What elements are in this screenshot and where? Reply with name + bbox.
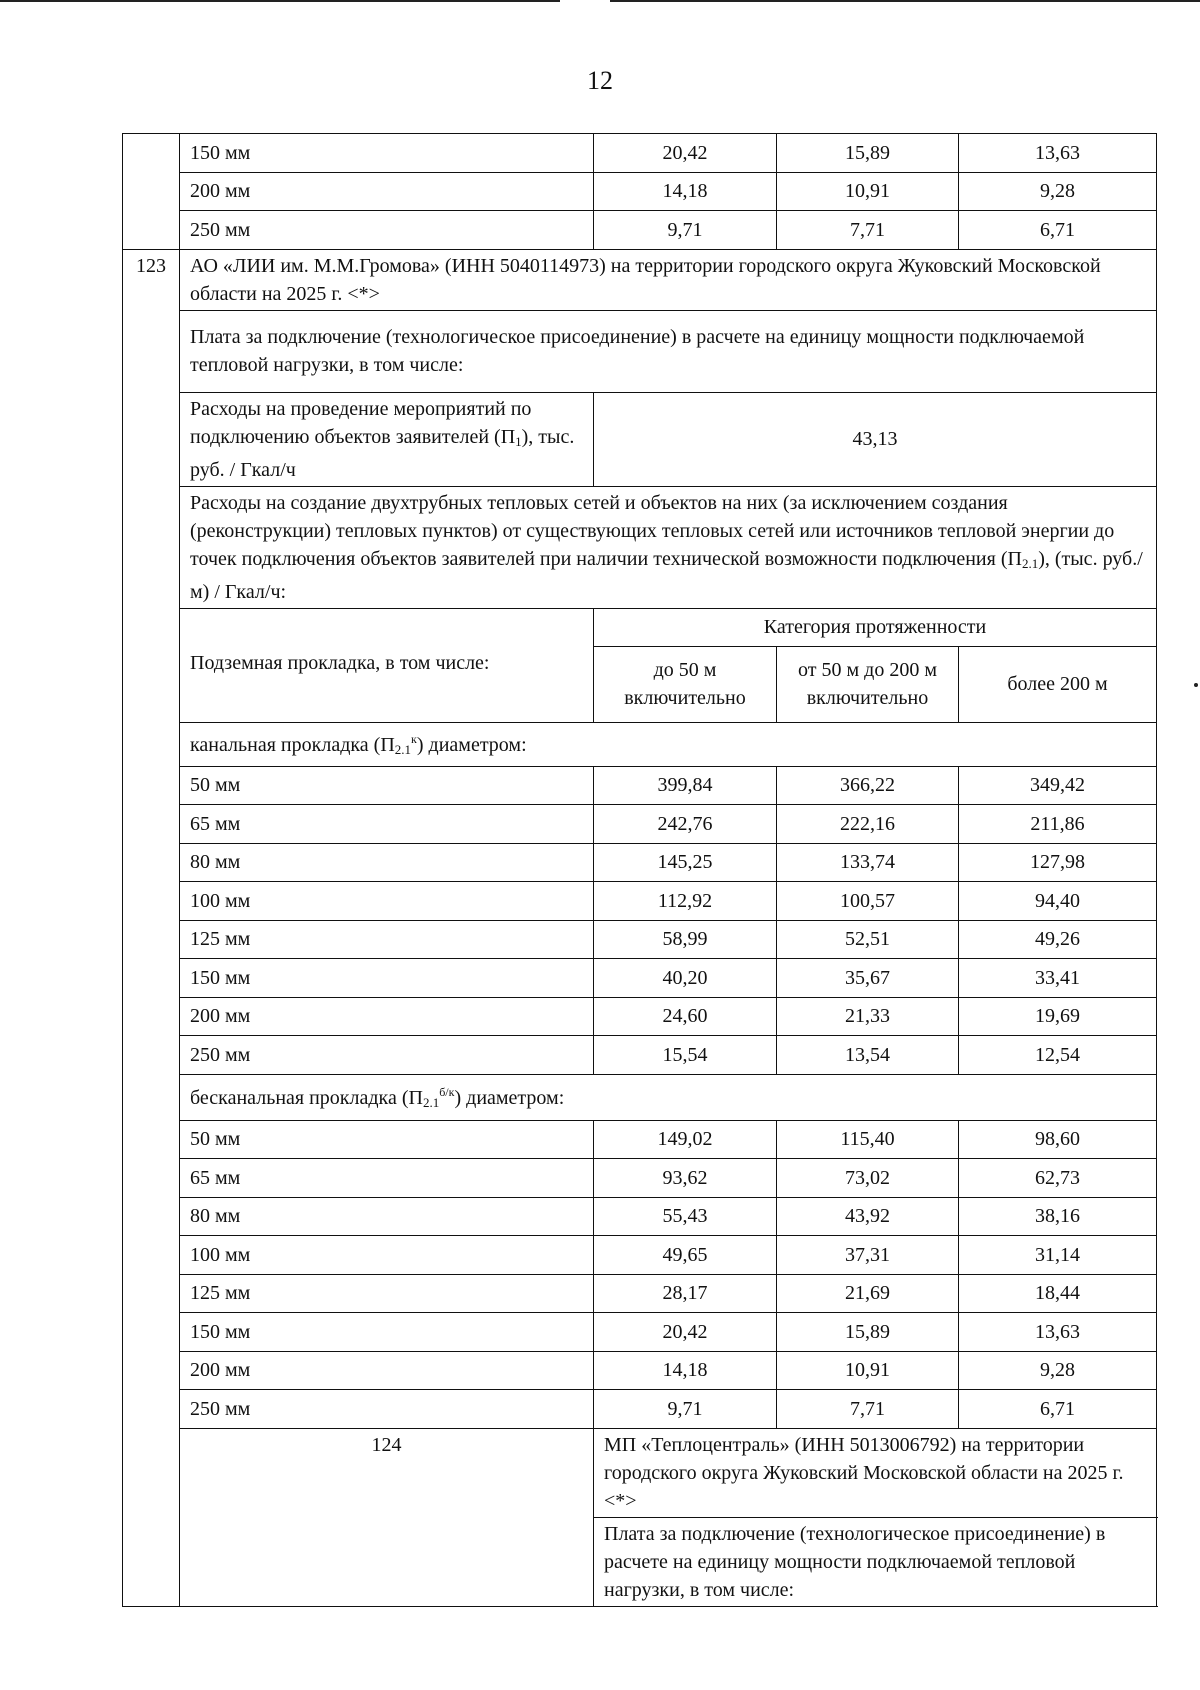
entry-title: МП «Теплоцентраль» (ИНН 5013006792) на территории городского округа Жуковский Московской области на 2025 г. <*>: [594, 1428, 1157, 1517]
table-row: [123, 843, 1157, 882]
table-row: [123, 997, 1157, 1036]
size-cell: 150 мм: [180, 959, 594, 998]
table-row: [123, 959, 1157, 998]
value-cell: 127,98: [959, 843, 1157, 882]
p1-row: [123, 392, 1157, 486]
value-cell: 145,25: [594, 843, 777, 882]
index-cell-empty: [123, 134, 180, 250]
category-header: Категория протяженности: [594, 608, 1157, 646]
entry-title-row: [123, 249, 1157, 310]
value-cell: 7,71: [777, 1390, 959, 1429]
table-row: [123, 882, 1157, 921]
table-row: [123, 1120, 1157, 1159]
margin-dot: [1194, 683, 1198, 687]
table-row: [123, 766, 1157, 805]
table-row: [123, 1197, 1157, 1236]
table-row: [123, 805, 1157, 844]
value-cell: 58,99: [594, 920, 777, 959]
value-cell: 9,28: [959, 1351, 1157, 1390]
value-cell: 43,92: [777, 1197, 959, 1236]
table-row: [123, 1274, 1157, 1313]
value-cell: 10,91: [777, 1351, 959, 1390]
size-cell: 100 мм: [180, 1236, 594, 1275]
entry-index: 124: [180, 1428, 594, 1606]
table-row: [123, 1159, 1157, 1198]
value-cell: 40,20: [594, 959, 777, 998]
size-cell: 150 мм: [180, 134, 594, 173]
channelless-label-row: [123, 1074, 1157, 1120]
value-cell: 19,69: [959, 997, 1157, 1036]
value-cell: 24,60: [594, 997, 777, 1036]
col-header-upto-50: до 50 м включительно: [594, 646, 777, 722]
col-header-50-200: от 50 м до 200 м включительно: [777, 646, 959, 722]
table-row: [123, 172, 1157, 211]
size-cell: 125 мм: [180, 1274, 594, 1313]
table-row: [123, 920, 1157, 959]
table-row: [123, 134, 1157, 173]
value-cell: 21,33: [777, 997, 959, 1036]
value-cell: 93,62: [594, 1159, 777, 1198]
value-cell: 115,40: [777, 1120, 959, 1159]
table-row: [123, 1036, 1157, 1075]
size-cell: 200 мм: [180, 1351, 594, 1390]
value-cell: 6,71: [959, 1390, 1157, 1429]
value-cell: 21,69: [777, 1274, 959, 1313]
p1-value: 43,13: [594, 392, 1157, 486]
value-cell: 133,74: [777, 843, 959, 882]
value-cell: 55,43: [594, 1197, 777, 1236]
value-cell: 9,71: [594, 1390, 777, 1429]
value-cell: 14,18: [594, 1351, 777, 1390]
value-cell: 149,02: [594, 1120, 777, 1159]
value-cell: 49,26: [959, 920, 1157, 959]
value-cell: 12,54: [959, 1036, 1157, 1075]
size-cell: 125 мм: [180, 920, 594, 959]
value-cell: 222,16: [777, 805, 959, 844]
fee-text: Плата за подключение (технологическое присоединение) в расчете на единицу мощности подключаемой тепловой нагрузки, в том числе:: [594, 1517, 1157, 1606]
value-cell: 62,73: [959, 1159, 1157, 1198]
value-cell: 31,14: [959, 1236, 1157, 1275]
tariff-table: [122, 133, 1157, 1607]
top-border-right: [610, 0, 1200, 2]
top-border-left: [0, 0, 560, 2]
value-cell: 13,63: [959, 134, 1157, 173]
value-cell: 37,31: [777, 1236, 959, 1275]
size-cell: 250 мм: [180, 1390, 594, 1429]
table-row: [123, 1351, 1157, 1390]
value-cell: 7,71: [777, 211, 959, 250]
value-cell: 94,40: [959, 882, 1157, 921]
value-cell: 18,44: [959, 1274, 1157, 1313]
size-cell: 80 мм: [180, 843, 594, 882]
value-cell: 366,22: [777, 766, 959, 805]
value-cell: 28,17: [594, 1274, 777, 1313]
fee-row: [123, 310, 1157, 392]
size-cell: 65 мм: [180, 805, 594, 844]
value-cell: 20,42: [594, 1313, 777, 1352]
size-cell: 250 мм: [180, 211, 594, 250]
size-cell: 250 мм: [180, 1036, 594, 1075]
size-cell: 50 мм: [180, 1120, 594, 1159]
value-cell: 15,89: [777, 134, 959, 173]
size-cell: 200 мм: [180, 997, 594, 1036]
entry-index: 123: [123, 249, 180, 1606]
value-cell: 112,92: [594, 882, 777, 921]
value-cell: 9,71: [594, 211, 777, 250]
value-cell: 242,76: [594, 805, 777, 844]
entry-title: АО «ЛИИ им. М.М.Громова» (ИНН 5040114973) на территории городского округа Жуковский Московской области на 2025 г. <*>: [180, 249, 1157, 310]
table-row: [123, 1236, 1157, 1275]
channelless-label: бесканальная прокладка $(П_{2.1}^{б/к})$ диаметром:: [180, 1074, 1157, 1120]
size-cell: 65 мм: [180, 1159, 594, 1198]
channel-label: канальная прокладка $(П_{2.1}^к)$ диаметром:: [180, 722, 1157, 766]
value-cell: 14,18: [594, 172, 777, 211]
entry-title-row: [123, 1428, 1157, 1517]
value-cell: 73,02: [777, 1159, 959, 1198]
value-cell: 35,67: [777, 959, 959, 998]
table-row: [123, 1390, 1157, 1429]
value-cell: 211,86: [959, 805, 1157, 844]
value-cell: 15,89: [777, 1313, 959, 1352]
page-number: 12: [587, 66, 613, 95]
value-cell: 98,60: [959, 1120, 1157, 1159]
value-cell: 100,57: [777, 882, 959, 921]
value-cell: 33,41: [959, 959, 1157, 998]
value-cell: 52,51: [777, 920, 959, 959]
category-header-row: [123, 608, 1157, 646]
value-cell: 15,54: [594, 1036, 777, 1075]
p1-label: Расходы на проведение мероприятий по подключению объектов заявителей $(П_1)$, тыс. руб. / Гкал/ч: [180, 392, 594, 486]
p21-text: Расходы на создание двухтрубных тепловых сетей и объектов на них (за исключением создания (реконструкции) тепловых пунктов) от существующих тепловых сетей или источников тепловой энергии до точек подключения объектов заявителей при наличии технической возможности подключения $(П_{2.1})$, (тыс. руб./м) / Гкал/ч:: [180, 486, 1157, 608]
size-cell: 200 мм: [180, 172, 594, 211]
value-cell: 10,91: [777, 172, 959, 211]
fee-text: Плата за подключение (технологическое присоединение) в расчете на единицу мощности подключаемой тепловой нагрузки, в том числе:: [180, 310, 1157, 392]
size-cell: 100 мм: [180, 882, 594, 921]
underground-label: Подземная прокладка, в том числе:: [180, 608, 594, 722]
channel-label-row: [123, 722, 1157, 766]
value-cell: 399,84: [594, 766, 777, 805]
size-cell: 80 мм: [180, 1197, 594, 1236]
value-cell: 13,54: [777, 1036, 959, 1075]
size-cell: 50 мм: [180, 766, 594, 805]
value-cell: 349,42: [959, 766, 1157, 805]
value-cell: 13,63: [959, 1313, 1157, 1352]
p21-row: [123, 486, 1157, 608]
value-cell: 49,65: [594, 1236, 777, 1275]
value-cell: 38,16: [959, 1197, 1157, 1236]
value-cell: 20,42: [594, 134, 777, 173]
table-row: [123, 1313, 1157, 1352]
table-row: [123, 211, 1157, 250]
value-cell: 6,71: [959, 211, 1157, 250]
value-cell: 9,28: [959, 172, 1157, 211]
size-cell: 150 мм: [180, 1313, 594, 1352]
col-header-over-200: более 200 м: [959, 646, 1157, 722]
